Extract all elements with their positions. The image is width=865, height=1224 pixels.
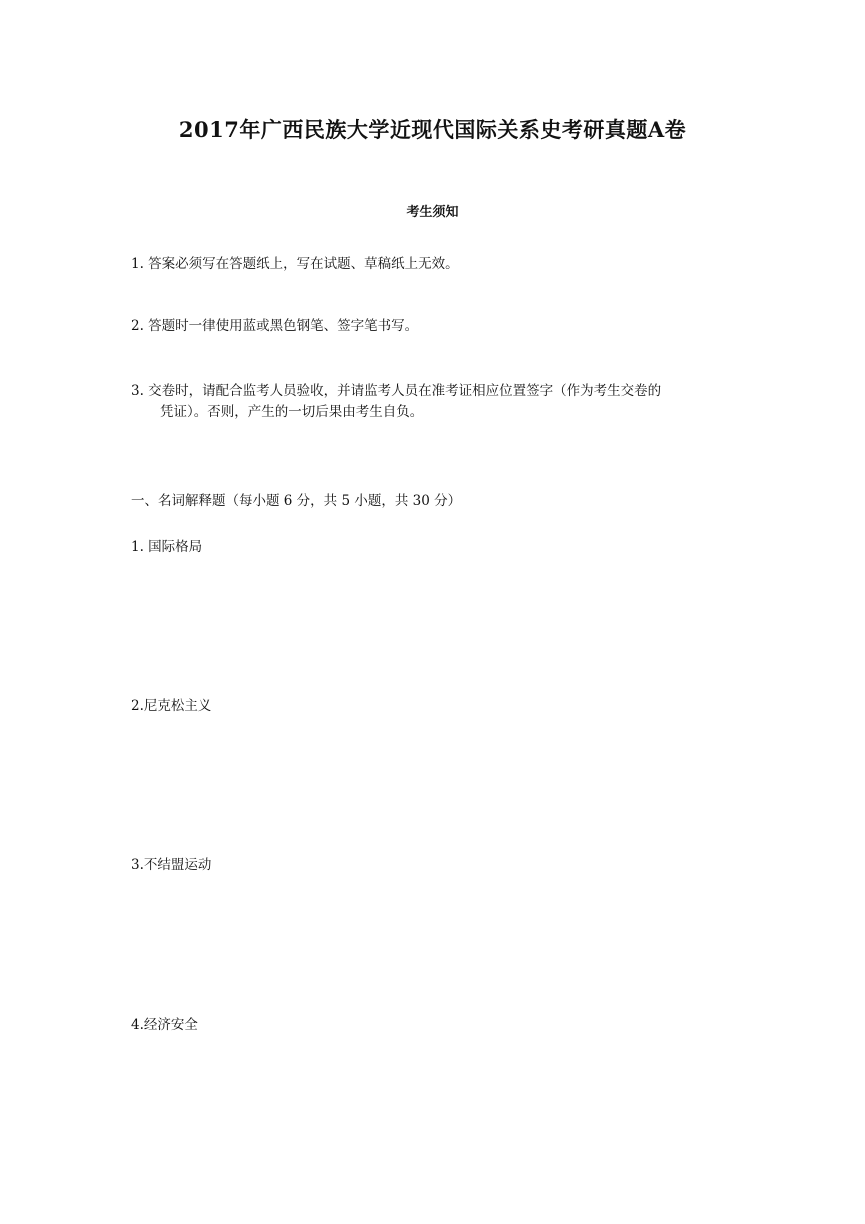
notice-item-1: 1. 答案必须写在答题纸上，写在试题、草稿纸上无效。 <box>131 256 459 272</box>
exam-title: 2017年广西民族大学近现代国际关系史考研真题A卷 <box>178 117 687 142</box>
notice-item-3: 3. 交卷时，请配合监考人员验收，并请监考人员在准考证相应位置签字（作为考生交卷的 <box>131 383 662 399</box>
question-4: 4.经济安全 <box>131 1017 198 1033</box>
question-3: 3.不结盟运动 <box>131 857 212 873</box>
notice-item-2: 2. 答题时一律使用蓝或黑色钢笔、签字笔书写。 <box>131 318 419 334</box>
section-1-heading: 一、名词解释题（每小题 6 分，共 5 小题，共 30 分） <box>131 493 462 509</box>
question-1: 1. 国际格局 <box>131 539 203 555</box>
notice-item-3-continuation: 凭证）。否则，产生的一切后果由考生自负。 <box>160 404 424 420</box>
question-2: 2.尼克松主义 <box>131 698 212 714</box>
notice-heading: 考生须知 <box>406 205 459 220</box>
